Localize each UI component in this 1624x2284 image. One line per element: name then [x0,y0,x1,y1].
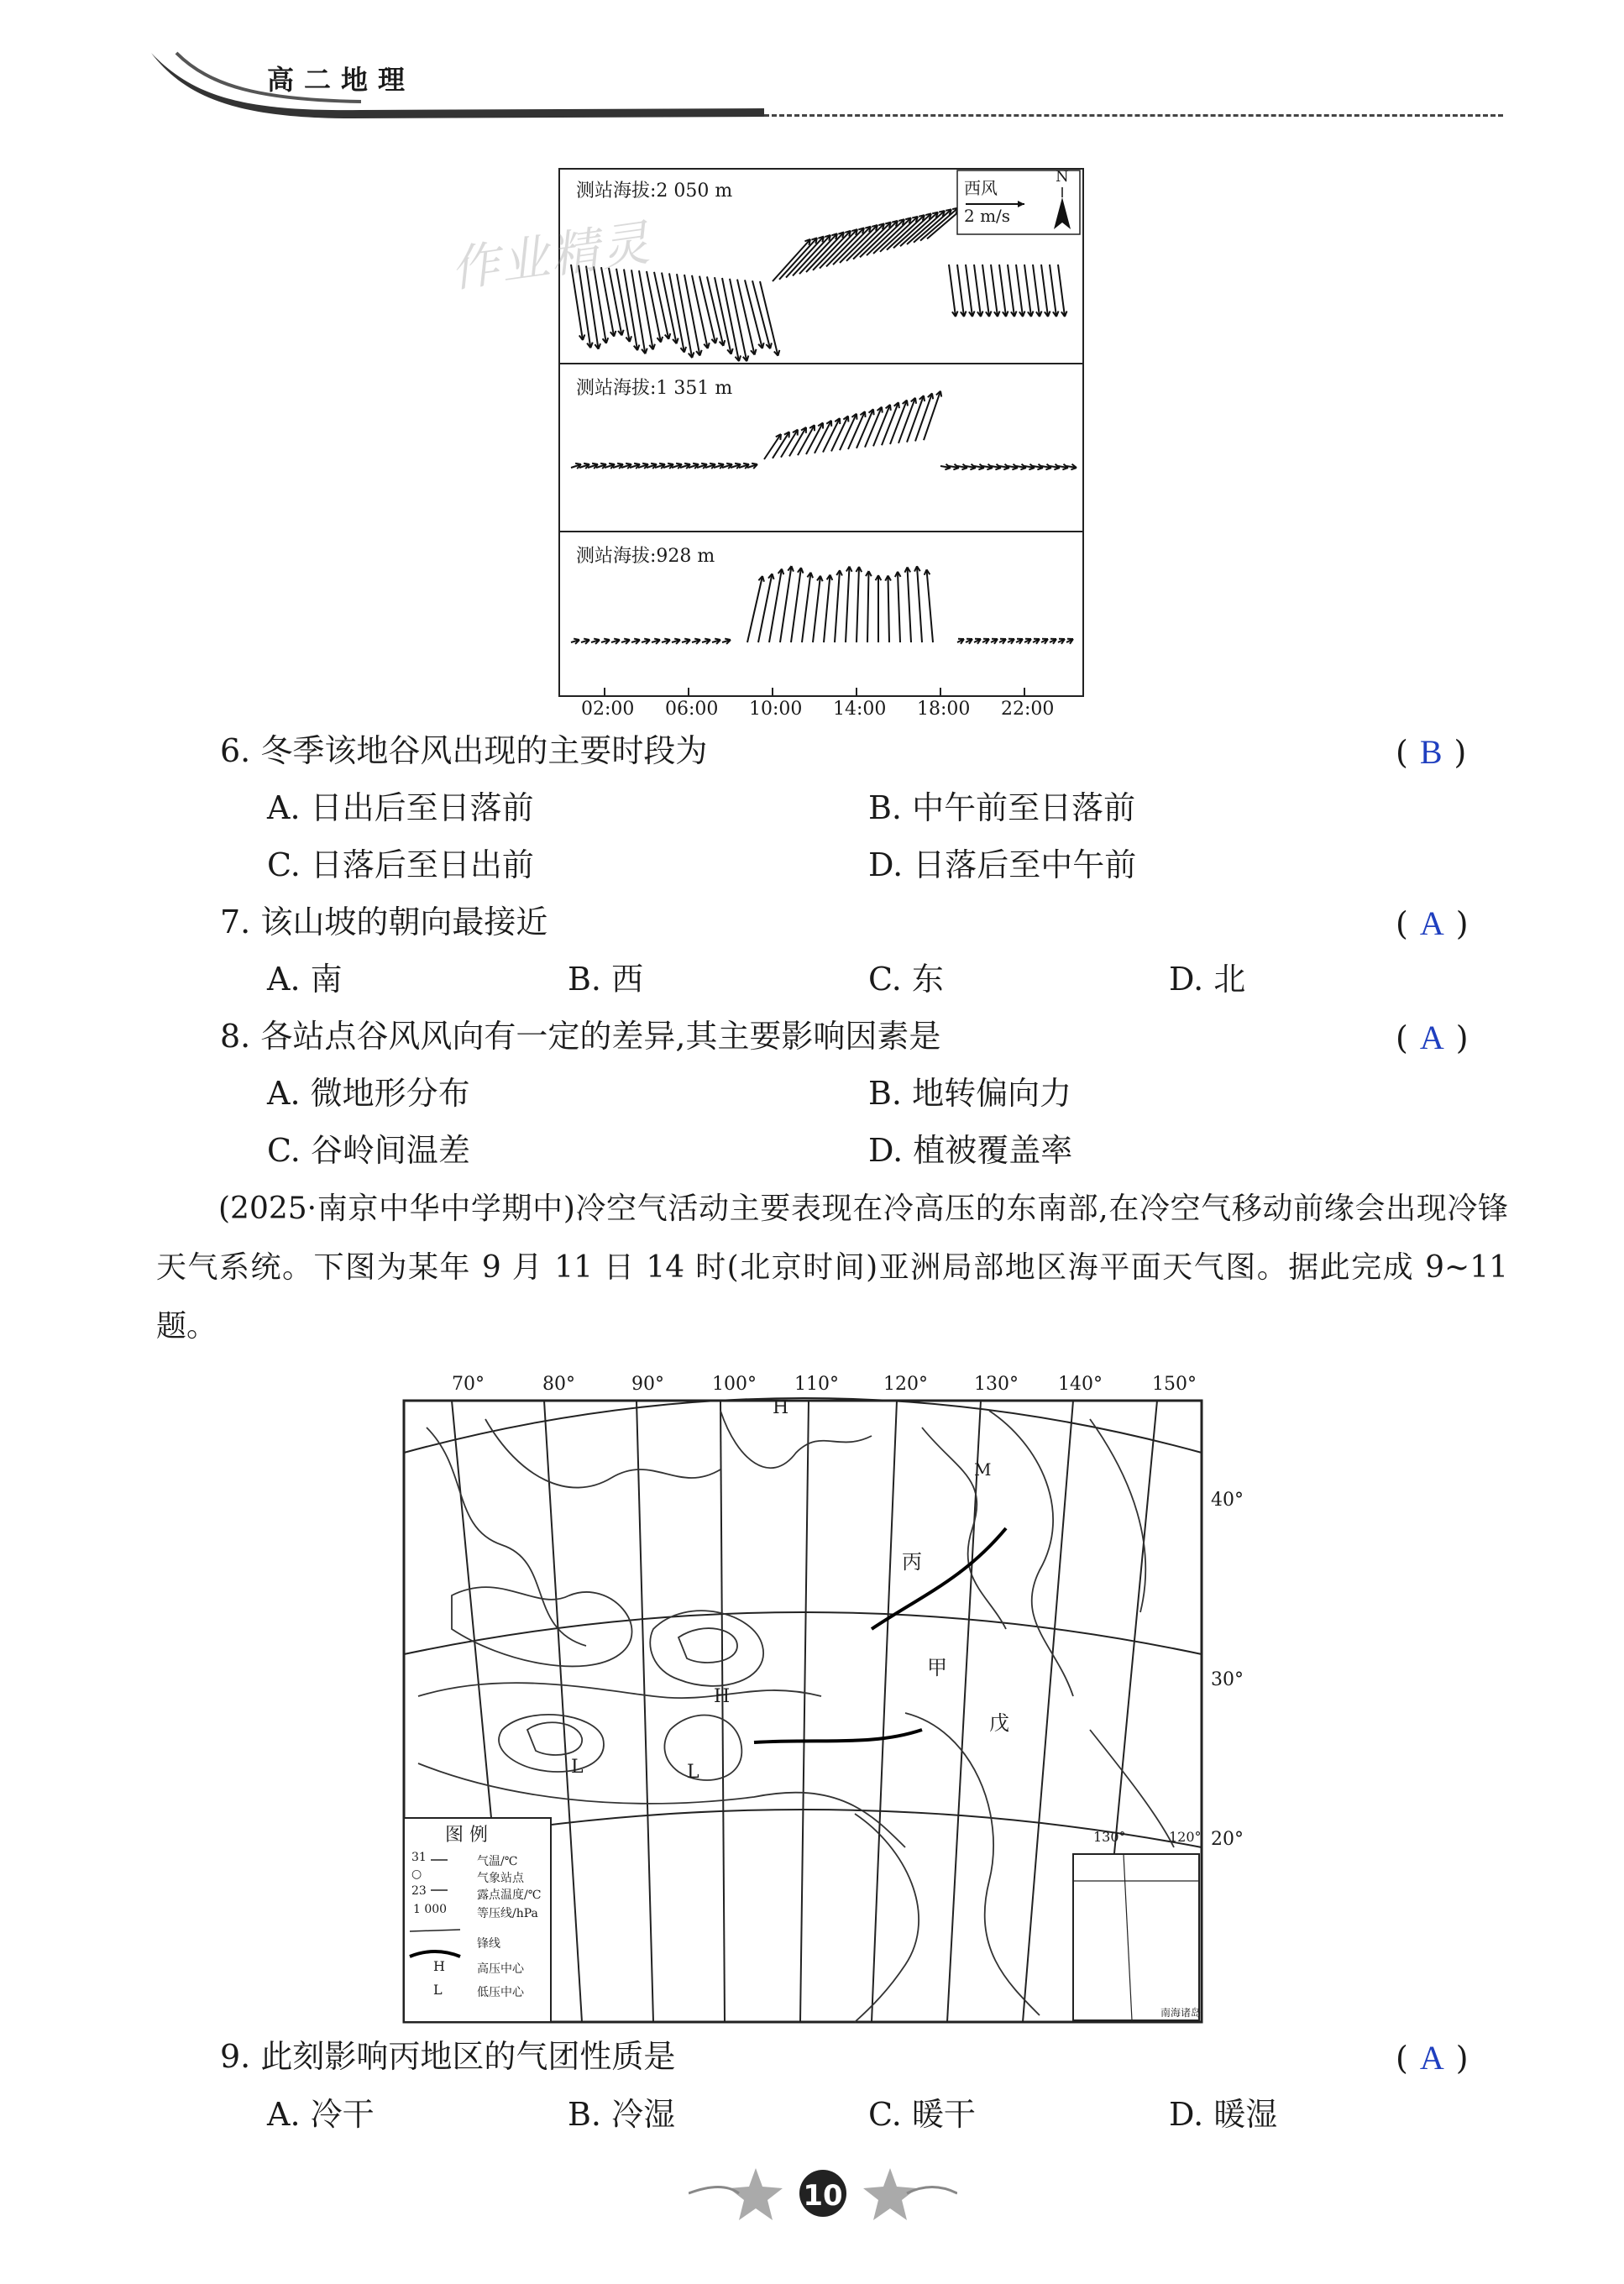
panel-label-2050: 测站海拔:2 050 m [576,181,733,202]
x-tick-1: 06:00 [665,699,719,720]
legend-item: 等压线/hPa [477,1907,538,1920]
place-jia: 甲 [927,1656,947,1679]
legend-sample-station: ○ [411,1868,422,1881]
option: A. 冷干 [267,2096,375,2133]
lon-label-140: 140° [1058,1374,1103,1395]
wind-arrow [833,227,871,265]
legend-item: 露点温度/℃ [477,1888,542,1902]
inset-label: 120° [1169,1829,1202,1845]
wind-arrow [999,265,1006,317]
wind-arrow [791,568,801,642]
wind-arrow [1058,265,1065,317]
option: A. 日出后至日落前 [267,789,534,826]
answer-letter: B [1419,733,1443,771]
question-8-answer: ( A ) [1396,1019,1469,1056]
legend-item: 锋线 [477,1937,500,1951]
lat-label-40: 40° [1211,1490,1244,1511]
wind-arrow [707,276,723,345]
question-8-stem: 8. 各站点谷风风向有一定的差异,其主要影响因素是 [220,1018,941,1055]
wind-arrow [835,570,840,642]
inset-label: 130° [1093,1829,1126,1845]
option: D. 日落后至中午前 [868,846,1137,883]
wind-arrow [654,272,668,339]
lon-label-130: 130° [974,1374,1019,1395]
option: B. 中午前至日落前 [868,789,1136,826]
lon-label-70: 70° [452,1374,485,1395]
wind-arrow [813,231,851,270]
wind-arrow [957,265,964,317]
wind-arrow [908,567,912,642]
legend-direction: 西风 [964,178,998,198]
option: A. 微地形分布 [267,1075,470,1112]
lon-label-110: 110° [794,1374,839,1395]
wind-arrow [779,238,817,280]
x-tick-3: 14:00 [833,699,887,720]
wind-arrow [737,280,755,355]
lon-label-100: 100° [712,1374,757,1395]
wind-arrow [780,566,792,642]
legend-item: 气温/℃ [477,1855,518,1868]
high-center-2: H [773,1397,789,1418]
x-tick-4: 18:00 [917,699,971,720]
wind-arrow [898,572,900,642]
wind-arrow [949,265,956,317]
lon-label-80: 80° [542,1374,575,1395]
inset-map [1073,1854,1202,2020]
panel-label-928: 测站海拔:928 m [576,546,715,567]
legend-sample-high: H [433,1958,445,1974]
wind-arrow [820,229,857,269]
legend-title: 图 例 [445,1825,488,1846]
wind-arrow [802,573,811,642]
question-6-stem: 6. 冬季该地谷风出现的主要时段为 [220,732,708,769]
wind-arrow [684,275,700,356]
legend-item: 低压中心 [477,1986,524,1999]
wind-arrow [647,271,661,343]
wind-arrow [1024,265,1031,317]
header-title: 高二地理 [267,64,416,96]
wind-arrow [826,228,864,266]
legend-sample-dew: 23 [411,1884,427,1898]
option: D. 植被覆盖率 [868,1132,1073,1169]
intro-paragraph: (2025·南京中华中学期中)冷空气活动主要表现在冷高压的东南部,在冷空气移动前缘会出现冷锋天气系统。下图为某年 9 月 11 日 14 时(北京时间)亚洲局部地区海平面天气图。据此完成 9~11 题。 [156,1192,1508,1344]
wind-arrow [867,219,904,255]
wind-arrow [982,265,989,317]
center-m: M [974,1459,992,1480]
wind-arrow [887,215,925,250]
wind-arrow [639,270,653,349]
option: D. 北 [1169,961,1246,998]
wind-arrow [880,217,918,252]
wind-arrow [888,575,890,642]
question-9-answer: ( A ) [1396,2039,1469,2077]
wind-arrow [853,223,891,259]
wind-arrow [745,280,762,348]
wind-arrow [867,571,869,642]
star-right-icon [863,2168,917,2220]
lon-label-150: 150° [1152,1374,1197,1395]
place-wu: 戊 [989,1711,1009,1735]
panel-label-1351: 测站海拔:1 351 m [576,378,733,399]
wind-arrow [662,273,677,344]
question-9-stem: 9. 此刻影响丙地区的气团性质是 [220,2038,676,2075]
legend-sample-low: L [433,1982,443,1998]
option: B. 西 [568,961,644,998]
low-center-1: L [571,1757,584,1778]
wind-arrow [840,225,877,263]
legend-item: 高压中心 [477,1962,524,1976]
lon-label-120: 120° [883,1374,928,1395]
option: D. 暖湿 [1169,2096,1278,2133]
lat-label-20: 20° [1211,1829,1244,1850]
high-center-1: H [714,1686,731,1707]
inset-caption: 南海诸岛 [1160,2007,1202,2019]
legend-north: N [1056,168,1069,186]
wind-arrow [1041,265,1048,317]
wind-arrow [966,265,972,317]
x-tick-0: 02:00 [581,699,635,720]
watermark: 作业精灵 [447,213,655,299]
option: B. 地转偏向力 [868,1075,1072,1112]
option: C. 东 [868,961,944,998]
question-7-answer: ( A ) [1396,904,1469,942]
question-7-stem: 7. 该山坡的朝向最接近 [220,904,548,940]
wind-arrow [806,233,844,273]
star-left-icon [729,2168,783,2220]
wind-arrow [1033,265,1040,317]
wind-arrow [692,275,708,348]
lon-label-90: 90° [631,1374,664,1395]
weather-map [401,1377,1208,2032]
answer-letter: A [1419,904,1444,942]
answer-letter: A [1419,1019,1444,1056]
wind-arrow [974,265,981,317]
option: C. 谷岭间温差 [267,1132,470,1169]
wind-arrow [893,213,931,248]
legend-sample-temp: 31 [411,1851,427,1864]
option: C. 暖干 [868,2096,976,2133]
header-swoosh [143,46,773,122]
wind-arrow [846,223,884,261]
wind-arrow [991,265,998,317]
place-bing: 丙 [902,1550,922,1574]
wind-arrow [873,218,911,254]
option: C. 日落后至日出前 [267,846,534,883]
wind-arrow [773,239,810,281]
page-number: 10 [803,2179,843,2213]
wind-arrow [860,221,898,258]
x-tick-5: 22:00 [1001,699,1055,720]
wind-arrow [813,576,820,642]
wind-arrow [793,235,830,276]
wind-arrow [786,237,824,278]
wind-arrow [799,233,837,274]
wind-arrow [699,276,715,343]
wind-arrow [764,434,781,459]
low-center-2: L [687,1762,699,1783]
header-divider [764,114,1503,117]
legend-speed: 2 m/s [964,206,1011,226]
wind-arrow [846,567,850,642]
wind-arrow [677,274,692,358]
legend-item: 气象站点 [477,1872,524,1885]
wind-arrow [857,567,859,642]
legend-sample-isobar: 1 000 [413,1903,448,1916]
wind-arrow [631,270,645,354]
wind-arrow [1016,265,1023,317]
lat-label-30: 30° [1211,1669,1244,1690]
wind-arrow [1008,265,1014,317]
wind-arrow [1050,265,1056,317]
option: B. 冷湿 [568,2096,676,2133]
question-6-answer: ( B ) [1396,733,1467,771]
x-tick-2: 10:00 [749,699,803,720]
answer-letter: A [1419,2039,1444,2077]
wind-arrow [917,566,922,642]
option: A. 南 [267,961,343,998]
wind-arrow [927,569,934,642]
wind-arrow [824,575,830,642]
